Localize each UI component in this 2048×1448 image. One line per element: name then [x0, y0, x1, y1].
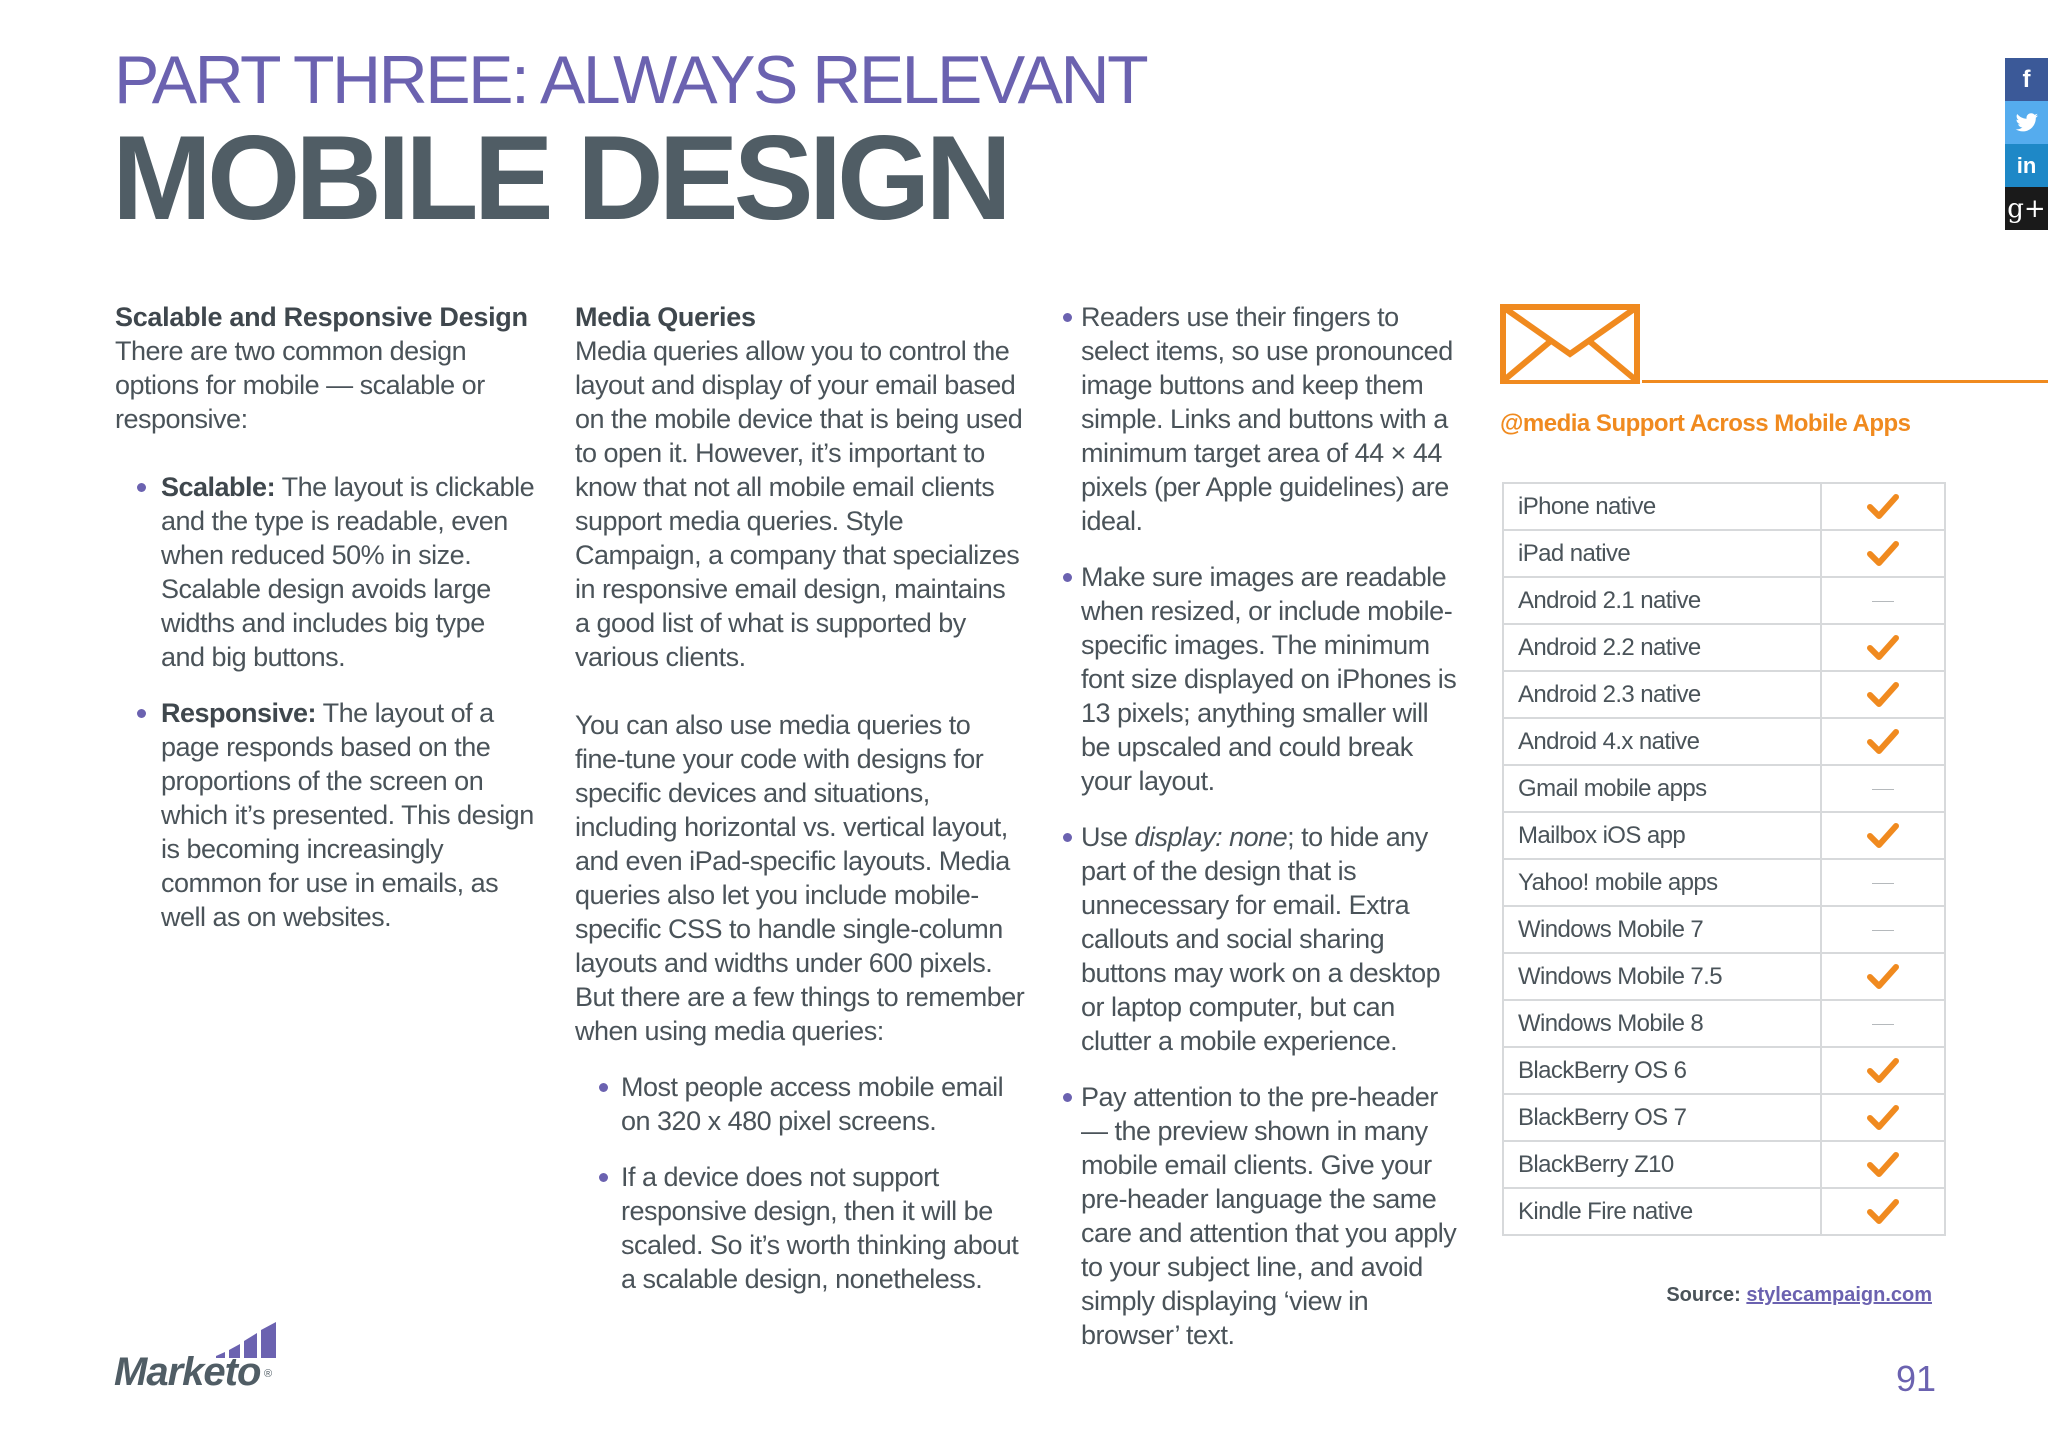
bullet-term: Scalable: — [161, 472, 276, 502]
checkmark-icon — [1821, 671, 1945, 718]
app-name-cell: Android 2.1 native — [1503, 577, 1821, 624]
app-name-cell: Windows Mobile 8 — [1503, 1000, 1821, 1047]
table-row — [1503, 906, 1945, 953]
dash-icon — [1821, 859, 1945, 906]
google-plus-icon[interactable]: g+ — [2005, 187, 2048, 230]
page-title: MOBILE DESIGN — [112, 111, 1008, 245]
list-item: Make sure images are readable when resized, or include mobile-specific images. The minimum font size displayed on iPhones is 13 pixels; anything smaller will be upscaled and could break your layout. — [1081, 560, 1461, 798]
media-support-table — [1502, 482, 1946, 1236]
checkmark-icon — [1821, 812, 1945, 859]
dash-icon — [1821, 577, 1945, 624]
linkedin-icon[interactable]: in — [2005, 144, 2048, 187]
column-media-queries — [575, 300, 1025, 1296]
checkmark-icon — [1821, 953, 1945, 1000]
bullet-text: ; to hide any part of the design that is unnecessary for email. Extra callouts and social sharing buttons may work on a desktop or laptop computer, but can clutter a mobile experience. — [1081, 822, 1441, 1056]
list-item: If a device does not support responsive design, then it will be scaled. So it’s worth thinking about a scalable design, nonetheless. — [621, 1160, 1025, 1296]
table-row — [1503, 1047, 1945, 1094]
paragraph: You can also use media queries to fine-tune your code with designs for specific devices and situations, including horizontal vs. vertical layout, and even iPad-specific layouts. Media queries also let you include mobile-specific CSS to handle single-column layouts and widths under 600 pixels. But there are a few things to remember when using media queries: — [575, 710, 1025, 1046]
checkmark-icon — [1821, 718, 1945, 765]
table-row — [1503, 624, 1945, 671]
section-intro: There are two common design options for mobile — scalable or responsive: — [115, 336, 485, 434]
table-row — [1503, 953, 1945, 1000]
app-name-cell: Gmail mobile apps — [1503, 765, 1821, 812]
app-name-cell: Kindle Fire native — [1503, 1188, 1821, 1235]
checkmark-icon — [1821, 1047, 1945, 1094]
design-options-list — [115, 470, 535, 934]
mail-icon — [1500, 304, 1642, 384]
app-name-cell: BlackBerry OS 6 — [1503, 1047, 1821, 1094]
table-row — [1503, 1141, 1945, 1188]
checkmark-icon — [1821, 624, 1945, 671]
app-name-cell: Android 2.3 native — [1503, 671, 1821, 718]
logo-text: Marketo — [114, 1350, 261, 1394]
list-item: Most people access mobile email on 320 x 480 pixel screens. — [621, 1070, 1025, 1138]
app-name-cell: Android 4.x native — [1503, 718, 1821, 765]
table-row — [1503, 1094, 1945, 1141]
table-row — [1503, 530, 1945, 577]
bullet-text: The layout of a page responds based on the proportions of the screen on which it’s presented. This design is becoming increasingly common for use in emails, as well as on websites. — [161, 698, 534, 932]
list-item: Readers use their fingers to select items, so use pronounced image buttons and keep them simple. Links and buttons with a minimum target area of 44 × 44 pixels (per Apple guidelines) are ideal. — [1081, 300, 1461, 538]
app-name-cell: Windows Mobile 7.5 — [1503, 953, 1821, 1000]
table-row — [1503, 1000, 1945, 1047]
media-query-tips-list — [575, 1070, 1025, 1296]
checkmark-icon — [1821, 1141, 1945, 1188]
app-name-cell: iPhone native — [1503, 483, 1821, 530]
source-note — [1500, 1284, 1932, 1307]
divider — [1642, 380, 2048, 383]
tips-list — [1081, 300, 1461, 1352]
bullet-text: The layout is clickable and the type is readable, even when reduced 50% in size. Scalable design avoids large widths and includes big type and big buttons. — [161, 472, 535, 672]
app-name-cell: iPad native — [1503, 530, 1821, 577]
app-name-cell: Windows Mobile 7 — [1503, 906, 1821, 953]
registered-mark: ® — [264, 1368, 273, 1380]
table-row — [1503, 577, 1945, 624]
table-row — [1503, 765, 1945, 812]
table-row — [1503, 718, 1945, 765]
checkmark-icon — [1821, 483, 1945, 530]
list-item — [1081, 820, 1461, 1058]
facebook-icon[interactable]: f — [2005, 58, 2048, 101]
dash-icon — [1821, 765, 1945, 812]
bullet-term: Responsive: — [161, 698, 317, 728]
table-heading: @media Support Across Mobile Apps — [1500, 410, 1911, 437]
paragraph: Media queries allow you to control the layout and display of your email based on the mobile device that is being used to open it. However, it’s important to know that not all mobile email clients support media queries. Style Campaign, a company that specializes in responsive email design, maintains a good list of what is supported by various clients. — [575, 336, 1023, 672]
table-row — [1503, 859, 1945, 906]
app-name-cell: Mailbox iOS app — [1503, 812, 1821, 859]
checkmark-icon — [1821, 1188, 1945, 1235]
part-title: PART THREE: ALWAYS RELEVANT — [114, 42, 1147, 118]
marketo-logo — [114, 1322, 294, 1394]
app-name-cell: Yahoo! mobile apps — [1503, 859, 1821, 906]
source-link[interactable]: stylecampaign.com — [1746, 1284, 1932, 1306]
dash-icon — [1821, 906, 1945, 953]
table-row — [1503, 812, 1945, 859]
page-number: 91 — [1896, 1358, 1937, 1399]
list-item — [161, 470, 535, 674]
checkmark-icon — [1821, 530, 1945, 577]
list-item — [161, 696, 535, 934]
twitter-icon[interactable] — [2005, 101, 2048, 144]
column-scalable-responsive — [115, 300, 535, 934]
table-row — [1503, 1188, 1945, 1235]
source-label: Source: — [1666, 1284, 1741, 1306]
social-share-bar — [2005, 58, 2048, 230]
table-row — [1503, 483, 1945, 530]
app-name-cell: Android 2.2 native — [1503, 624, 1821, 671]
app-name-cell: BlackBerry Z10 — [1503, 1141, 1821, 1188]
code-text: display: none — [1134, 822, 1288, 852]
app-name-cell: BlackBerry OS 7 — [1503, 1094, 1821, 1141]
dash-icon — [1821, 1000, 1945, 1047]
bullet-text: Use — [1081, 822, 1135, 852]
column-tips — [1081, 300, 1461, 1352]
section-heading: Scalable and Responsive Design — [115, 302, 528, 332]
checkmark-icon — [1821, 1094, 1945, 1141]
list-item: Pay attention to the pre-header — the preview shown in many mobile email clients. Give your pre-header language the same care and attention that you apply to your subject line, and avoid simply displaying ‘view in browser’ text. — [1081, 1080, 1461, 1352]
table-row — [1503, 671, 1945, 718]
section-heading: Media Queries — [575, 302, 756, 332]
